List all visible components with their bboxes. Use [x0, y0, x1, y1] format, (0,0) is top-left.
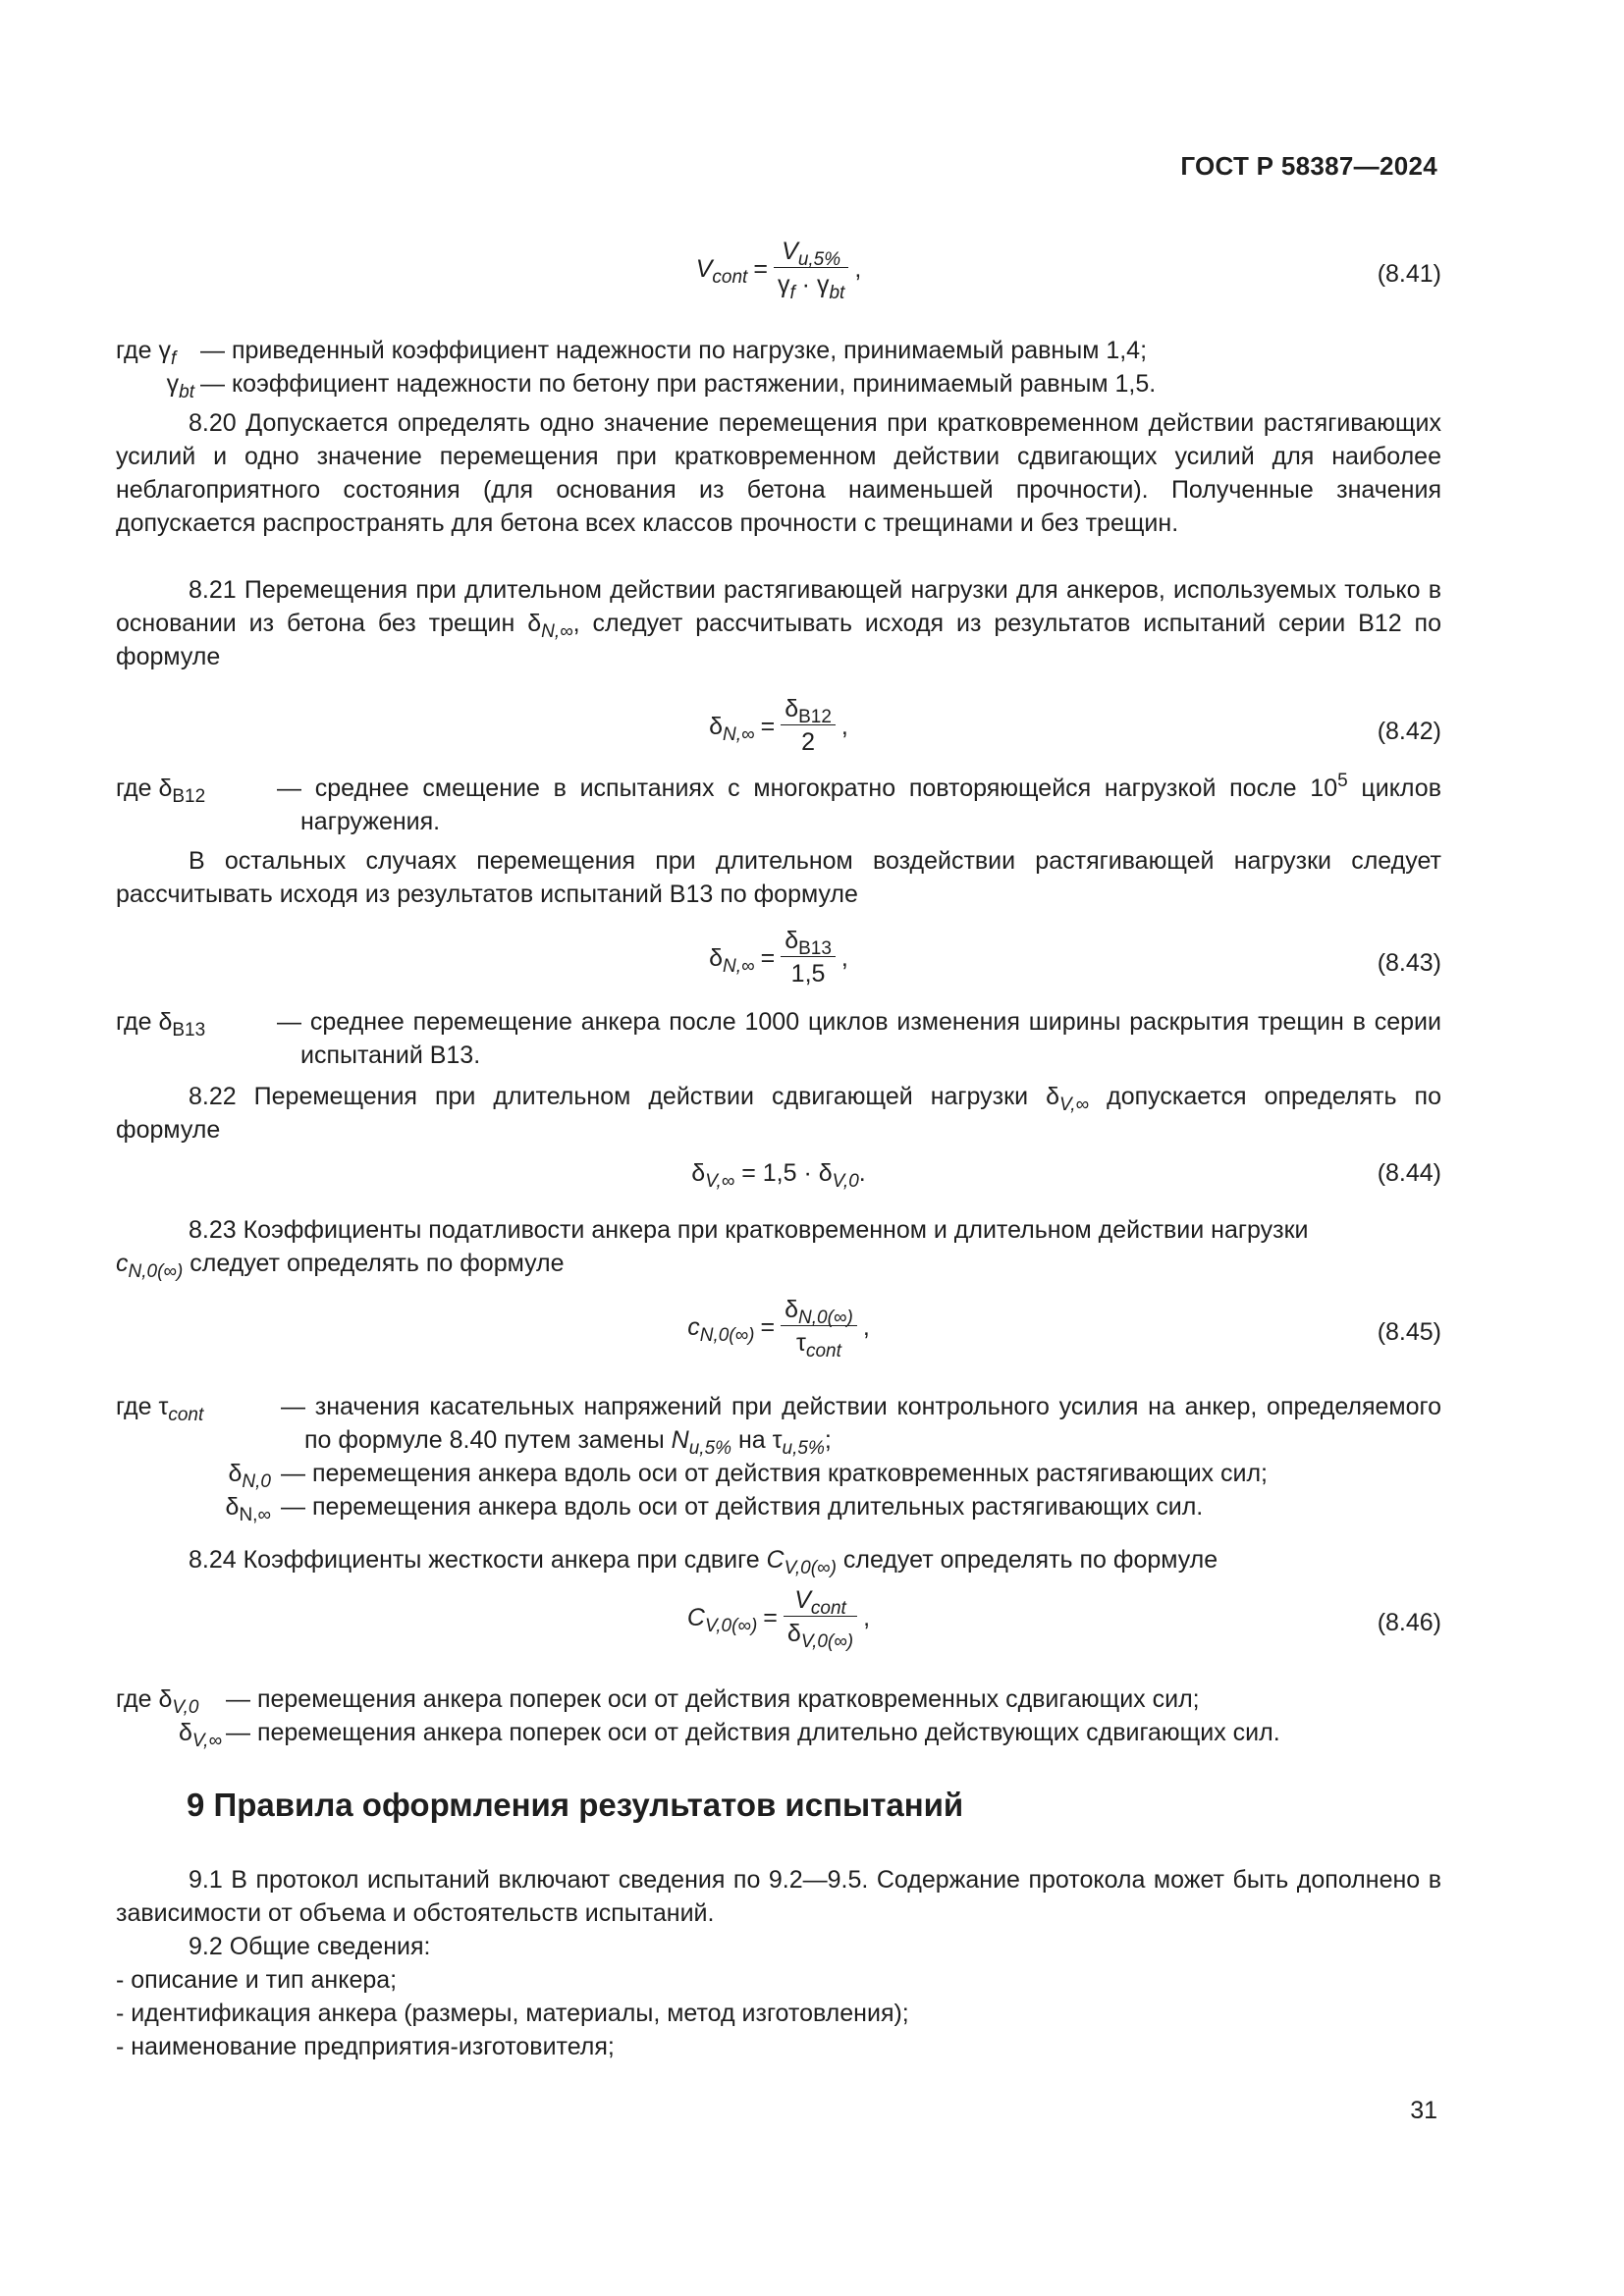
equation-8-43: $\delta_{N,\infty}$ = $\frac{\delta_{B13}}{1,5}$ , (8.43) [709, 927, 1441, 988]
list-9-2-item: - описание и тип анкера; [116, 1966, 398, 1994]
where-block-3: где $\delta_{B13}$ — среднее перемещение анкера после 1000 циклов изменения ширины раскрытия трещин в серии испытаний B13. [116, 1008, 1441, 1069]
paragraph-8-21: 8.21 Перемещения при длительном действии растягивающей нагрузки для анкеров, используемых только в основании из бетона без трещин $\delta_{N,\infty}$, следует рассчитывать исходя из результатов испытаний серии B12 по формуле [116, 576, 1441, 670]
where-block-5: где $\delta_{V,0}$ — перемещения анкера поперек оси от действия кратковременных сдвигающих сил; $\delta_{V,\infty}$ — перемещения анкера поперек оси от действия длительно действующих сдвигающих сил. [116, 1685, 1280, 1751]
paragraph-other-cases: В остальных случаях перемещения при длительном воздействии растягивающей нагрузки следует рассчитывать исходя из результатов испытаний B13 по формуле [116, 847, 1441, 908]
list-9-2-item: - идентификация анкера (размеры, материалы, метод изготовления); [116, 2000, 909, 2027]
where-block-4: где $\tau_{cont}$ — значения касательных напряжений при действии контрольного усилия на анкер, определяемого по формуле 8.40 путем замены $N_{u,5\%}$ на $\tau_{u,5\%}$; $\delta_{N,0}$ — перемещения анкера вдоль оси от действия кратковременных растягивающих сил; $\delta_{N,\infty}$ — перемещения анкера вдоль оси от действия длительных растягивающих сил. [116, 1393, 1441, 1525]
equation-8-45: $c_{N,0(\infty)}$ = $\frac{\delta_{N,0(\infty)}}{\tau_{cont}}$ , (8.45) [687, 1296, 1441, 1362]
where-block-2: где $\delta_{B12}$ — среднее смещение в испытаниях с многократно повторяющейся нагрузкой после $10^5$ циклов нагружения. [116, 771, 1441, 835]
document-header: ГОСТ Р 58387—2024 [1180, 151, 1437, 181]
equation-number: (8.43) [1377, 949, 1441, 977]
equation-8-44: $\delta_{V,\infty} = 1,5 \cdot \delta_{V,0}$. (8.44) [116, 1156, 1441, 1196]
equation-number: (8.45) [1377, 1318, 1441, 1346]
equation-number: (8.44) [1377, 1159, 1441, 1187]
equation-number: (8.46) [1377, 1609, 1441, 1636]
equation-8-41: $V_{cont}$ = $\frac{V_{u,5\%}}{\gamma_f \cdot \gamma_{bt}}$ , (8.41) [695, 238, 1441, 303]
equation-number: (8.41) [1377, 260, 1441, 288]
paragraph-8-23: 8.23 Коэффициенты податливости анкера при кратковременном и длительном действии нагрузки $c_{N,0(\infty)}$ следует определять по формуле [116, 1216, 1309, 1282]
paragraph-9-2: 9.2 Общие сведения: [189, 1933, 431, 1960]
page-number: 31 [1410, 2097, 1437, 2124]
list-9-2-item: - наименование предприятия-изготовителя; [116, 2033, 615, 2060]
equation-8-42: $\delta_{N,\infty}$ = $\frac{\delta_{B12}}{2}$ , (8.42) [709, 695, 1441, 756]
paragraph-8-24: 8.24 Коэффициенты жесткости анкера при сдвиге $C_{V,0(\infty)}$ следует определять по формуле [189, 1546, 1218, 1578]
equation-number: (8.42) [1377, 718, 1441, 745]
paragraph-9-1: 9.1 В протокол испытаний включают сведения по 9.2—9.5. Содержание протокола может быть дополнено в зависимости от объема и обстоятельств испытаний. [116, 1866, 1441, 1927]
paragraph-8-20: 8.20 Допускается определять одно значение перемещения при кратковременном действии растягивающих усилий и одно значение перемещения при кратковременном действии сдвигающих усилий для наиболее неблагоприятного состояния (для основания из бетона наименьшей прочности). Полученные значения допускается распространять для бетона всех классов прочности с трещинами и без трещин. [116, 409, 1441, 537]
equation-8-46: $C_{V,0(\infty)}$ = $\frac{V_{cont}}{\delta_{V,0(\infty)}}$ , (8.46) [686, 1586, 1441, 1652]
section-9-heading: 9 Правила оформления результатов испытаний [187, 1787, 964, 1823]
where-block-1: где $\gamma_f$ — приведенный коэффициент надежности по нагрузке, принимаемый равным 1,4; $\gamma_{bt}$ — коэффициент надежности по бетону при растяжении, принимаемый равным 1,5. [116, 337, 1157, 402]
paragraph-8-22: 8.22 Перемещения при длительном действии сдвигающей нагрузки $\delta_{V,\infty}$ допускается определять по формуле [116, 1083, 1441, 1144]
